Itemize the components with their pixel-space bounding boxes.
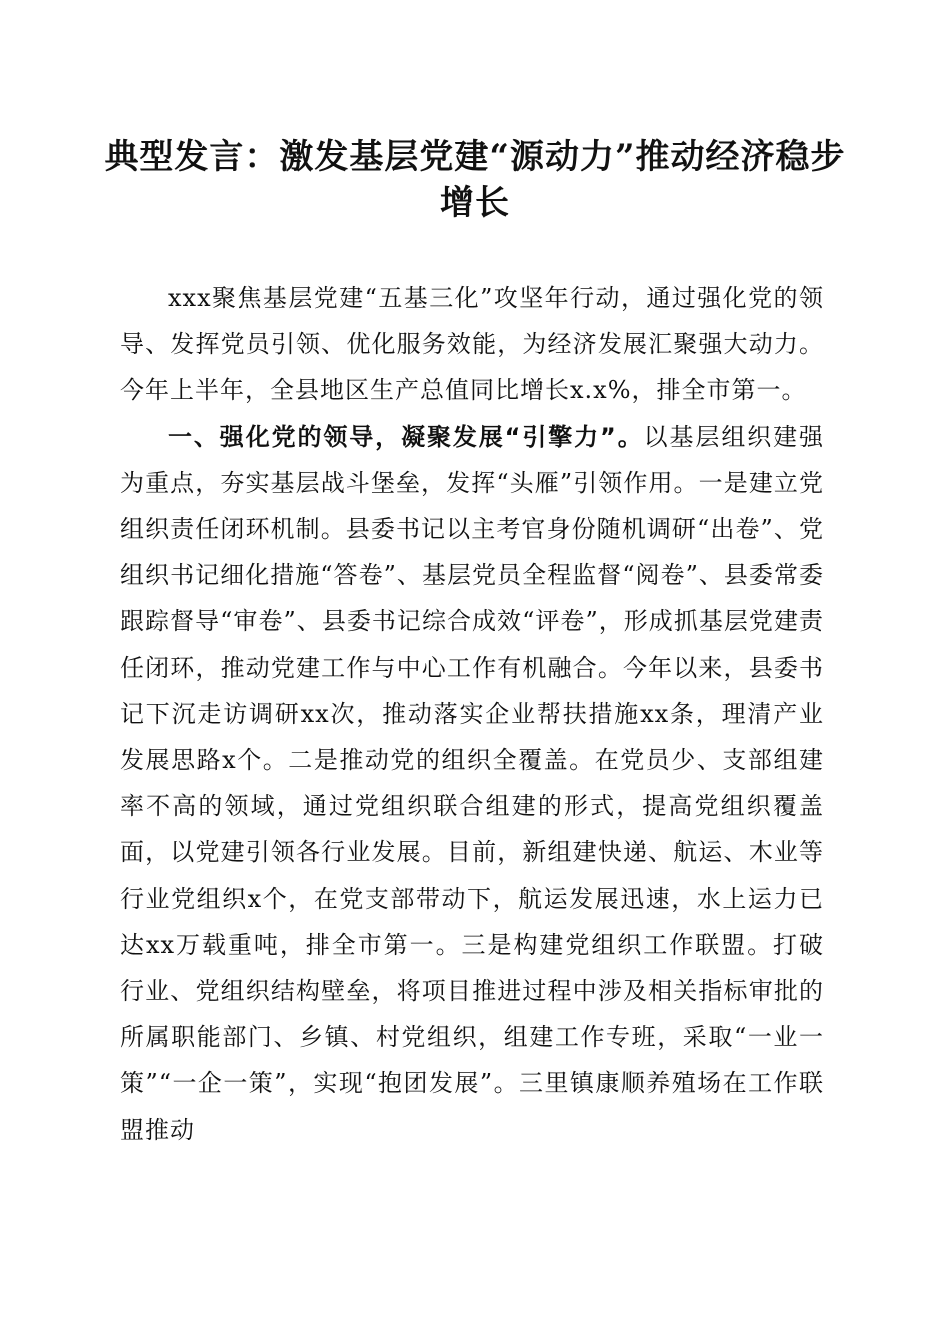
section-one-text: 以基层组织建强为重点，夯实基层战斗堡垒，发挥“头雁”引领作用。一是建立党组织责任闭环机制。县委书记以主考官身份随机调研“出卷”、党组织书记细化措施“答卷”、基层党员全程监督“阅卷”、县委常委跟踪督导“审卷”、县委书记综合成效“评卷”，形成抓基层党建责任闭环，推动党建工作与中心工作有机融合。今年以来，县委书记下沉走访调研xx次，推动落实企业帮扶措施xx条，理清产业发展思路x个。二是推动党的组织全覆盖。在党员少、支部组建率不高的领域，通过党组织联合组建的形式，提高党组织覆盖面，以党建引领各行业发展。目前，新组建快递、航运、木业等行业党组织x个，在党支部带动下，航运发展迅速，水上运力已达xx万载重吨，排全市第一。三是构建党组织工作联盟。打破行业、党组织结构壁垒，将项目推进过程中涉及相关指标审批的所属职能部门、乡镇、村党组织，组建工作专班，采取“一业一策”“一企一策”，实现“抱团发展”。三里镇康顺养殖场在工作联盟推动 (120, 422, 825, 1144)
section-one-paragraph (120, 414, 824, 1153)
section-one-heading: 一、强化党的领导，凝聚发展“引擎力”。 (168, 422, 644, 451)
intro-paragraph-text: xxx聚焦基层党建“五基三化”攻坚年行动，通过强化党的领导、发挥党员引领、优化服务效能，为经济发展汇聚强大动力。今年上半年，全县地区生产总值同比增长x.x%，排全市第一。 (120, 284, 824, 405)
document-title: 典型发言：激发基层党建“源动力”推动经济稳步增长 (104, 137, 846, 223)
intro-paragraph (120, 275, 824, 414)
document-body (120, 275, 824, 1153)
